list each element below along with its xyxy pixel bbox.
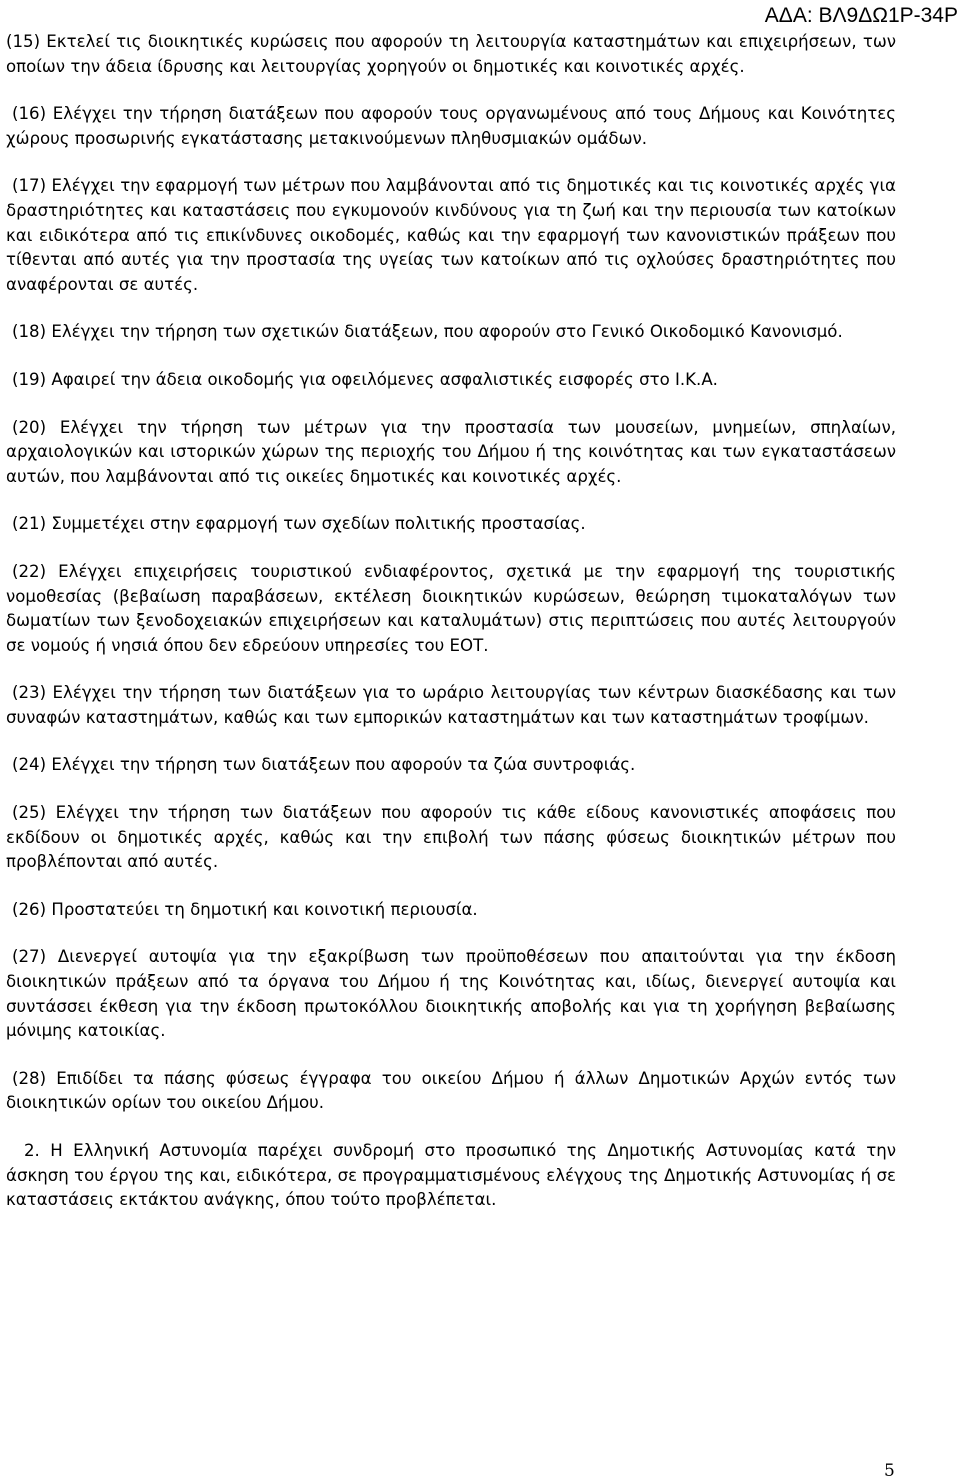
- document-body: [6, 30, 896, 1236]
- paragraph-27: (27) Διενεργεί αυτοψία για την εξακρίβωση των προϋποθέσεων που απαιτούνται για την έκδοση διοικητικών πράξεων από τα όργανα του Δήμου ή της Κοινότητας και, ιδίως, διενεργεί αυτοψία και συντάσσει έκθεση για την έκδοση πρωτοκόλλου διοικητικής αποβολής και για τη χορήγηση βεβαίωσης μόνιμης κατοικίας.: [6, 947, 896, 1041]
- paragraph-16: (16) Ελέγχει την τήρηση διατάξεων που αφορούν τους οργανωμένους από τους Δήμους και Κοινότητες χώρους προσωρινής εγκατάστασης μετακινούμενων πληθυσμιακών ομάδων.: [6, 104, 896, 148]
- paragraph-article-2: 2. Η Ελληνική Αστυνομία παρέχει συνδρομή στο προσωπικό της Δημοτικής Αστυνομίας κατά την άσκηση του έργου της και, ειδικότερα, σε προγραμματισμένους ελέγχους της Δημοτικής Αστυνομίας ή σε καταστάσεις εκτάκτου ανάγκης, όπου τούτο προβλέπεται.: [6, 1141, 896, 1210]
- paragraph-22: (22) Ελέγχει επιχειρήσεις τουριστικού ενδιαφέροντος, σχετικά με την εφαρμογή της τουριστικής νομοθεσίας (βεβαίωση παραβάσεων, εκτέλεση διοικητικών κυρώσεων, θεώρηση τιμοκαταλόγων των δωματίων των ξενοδοχειακών επιχειρήσεων και καταλυμάτων) στις περιπτώσεις που αυτές λειτουργούν σε νομούς ή νησιά όπου δεν εδρεύουν υπηρεσίες του ΕΟΤ.: [6, 561, 896, 655]
- paragraph-23: (23) Ελέγχει την τήρηση των διατάξεων για το ωράριο λειτουργίας των κέντρων διασκέδασης και των συναφών καταστημάτων, καθώς και των εμπορικών καταστημάτων και των καταστημάτων τροφίμων.: [6, 683, 896, 727]
- paragraph-18: (18) Ελέγχει την τήρηση των σχετικών διατάξεων, που αφορούν στο Γενικό Οικοδομικό Κανονισμό.: [12, 322, 843, 342]
- page-number: 5: [884, 1461, 895, 1481]
- paragraph-17: (17) Ελέγχει την εφαρμογή των μέτρων που λαμβάνονται από τις δημοτικές και τις κοινοτικές αρχές για δραστηριότητες και καταστάσεις που εγκυμονούν κινδύνους για τη ζωή και την περιουσία των κατοίκων και ειδικότερα από τις επικίνδυνες οικοδομές, καθώς και την εφαρμογή των κανονιστικών πράξεων που τίθενται από αυτές για την προστασία της υγείας των κατοίκων από τις οχλούσες δραστηριότητες που αναφέρονται σε αυτές.: [6, 176, 896, 294]
- paragraph-20: (20) Ελέγχει την τήρηση των μέτρων για την προστασία των μουσείων, μνημείων, σπηλαίων, αρχαιολογικών και ιστορικών χώρων της περιοχής του Δήμου ή της κοινότητας και των εγκαταστάσεων αυτών, που λαμβάνονται από τις οικείες δημοτικές και κοινοτικές αρχές.: [6, 417, 896, 486]
- paragraph-21: (21) Συμμετέχει στην εφαρμογή των σχεδίων πολιτικής προστασίας.: [12, 514, 586, 534]
- paragraph-24: (24) Ελέγχει την τήρηση των διατάξεων που αφορούν τα ζώα συντροφιάς.: [12, 755, 636, 775]
- paragraph-28: (28) Επιδίδει τα πάσης φύσεως έγγραφα του οικείου Δήμου ή άλλων Δημοτικών Αρχών εντός των διοικητικών ορίων του οικείου Δήμου.: [6, 1068, 896, 1113]
- paragraph-26: (26) Προστατεύει τη δημοτική και κοινοτική περιουσία.: [12, 899, 478, 919]
- ada-code: ΑΔΑ: ΒΛ9ΔΩ1Ρ-34Ρ: [764, 4, 958, 27]
- paragraph-15: (15) Εκτελεί τις διοικητικές κυρώσεις που αφορούν τη λειτουργία καταστημάτων και επιχειρήσεων, των οποίων την άδεια ίδρυσης και λειτουργίας χορηγούν οι δημοτικές και κοινοτικές αρχές.: [6, 32, 896, 76]
- paragraph-19: (19) Αφαιρεί την άδεια οικοδομής για οφειλόμενες ασφαλιστικές εισφορές στο Ι.Κ.Α.: [12, 369, 718, 389]
- paragraph-25: (25) Ελέγχει την τήρηση των διατάξεων που αφορούν τις κάθε είδους κανονιστικές αποφάσεις που εκδίδουν οι δημοτικές αρχές, καθώς και την επιβολή των πάσης φύσεως διοικητικών μέτρων που προβλέπονται από αυτές.: [6, 803, 896, 872]
